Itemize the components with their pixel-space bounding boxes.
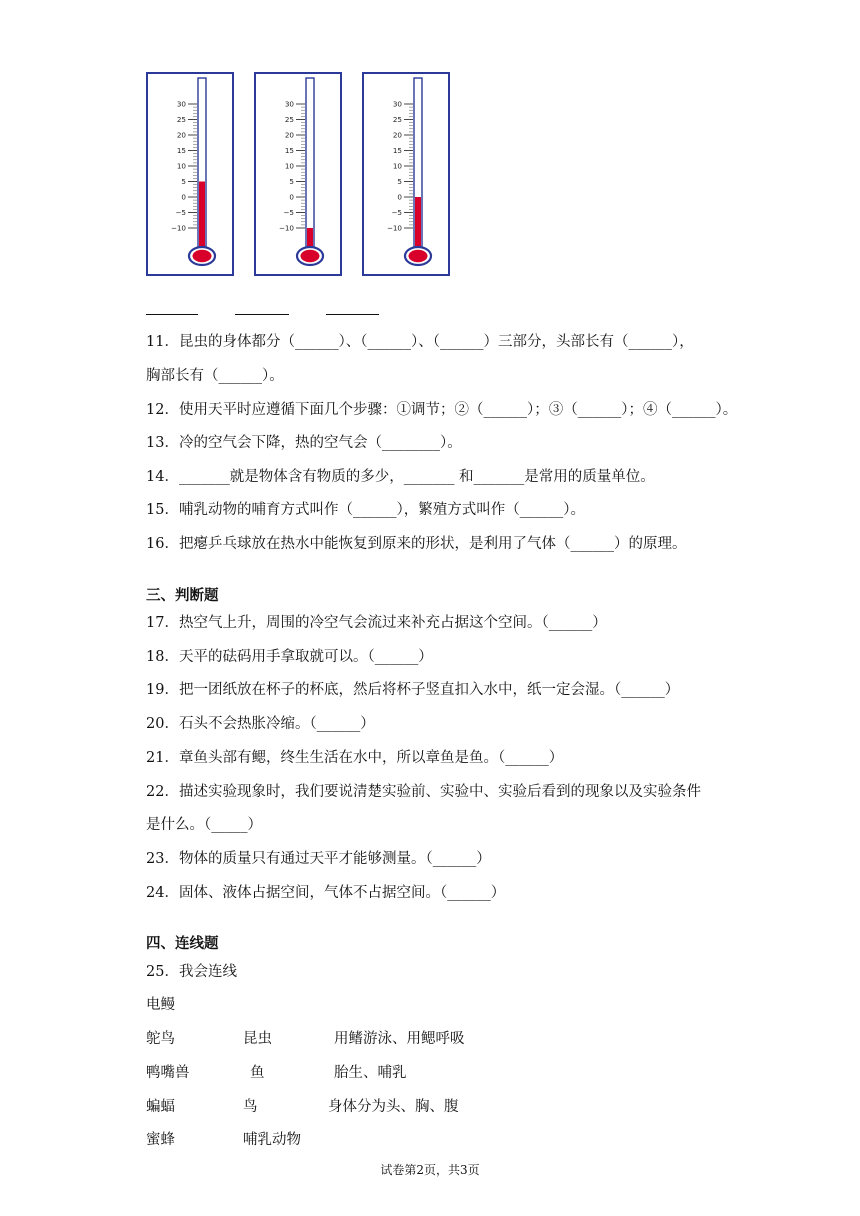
section-title-judgement: 三、判断题: [146, 587, 219, 604]
scale-label: 0: [289, 192, 294, 202]
scale-label: 15: [392, 146, 402, 155]
question-24: 24．固体、液体占据空间，气体不占据空间。（______）: [146, 885, 506, 901]
thermometer-3: [362, 72, 450, 276]
page-footer: 试卷第2页，共3页: [380, 1163, 480, 1177]
scale-label: 0: [397, 192, 402, 202]
match-feature-3: 身体分为头、胸、腹: [328, 1099, 459, 1115]
scale-label: 5: [289, 177, 294, 186]
answer-blank-2: [235, 314, 289, 315]
thermometer-figures: [146, 72, 466, 280]
scale-label: 15: [176, 146, 186, 155]
scale-label: −5: [391, 208, 402, 217]
scale-label: 20: [176, 130, 186, 140]
scale-label: 30: [176, 99, 186, 109]
scale-label: 25: [392, 115, 402, 124]
scale-label: 20: [284, 130, 294, 140]
scale-label: 10: [284, 161, 294, 171]
scale-label: 25: [176, 115, 186, 124]
question-25: 25．我会连线: [146, 964, 237, 980]
match-feature-1: 用鳍游泳、用鳃呼吸: [334, 1031, 465, 1047]
scale-label: −5: [175, 208, 186, 217]
scale-label: −5: [283, 208, 294, 217]
scale-label: 5: [397, 177, 402, 186]
question-14: 14．_______就是物体含有物质的多少，_______ 和_______是常用的质量单位。: [146, 469, 655, 485]
scale-label: 5: [181, 177, 186, 186]
thermometer-liquid: [199, 182, 205, 253]
match-category-2: 鱼: [250, 1065, 265, 1081]
question-18: 18．天平的砝码用手拿取就可以。（______）: [146, 649, 433, 665]
thermometer-1-drawing: [148, 74, 232, 274]
thermometer-2: [254, 72, 342, 276]
match-animal-3: 鸭嘴兽: [146, 1065, 190, 1081]
scale-label: −10: [386, 223, 402, 233]
question-20: 20．石头不会热胀冷缩。（______）: [146, 716, 375, 732]
question-16: 16．把瘪乒乓球放在热水中能恢复到原来的形状，是利用了气体（______）的原理。: [146, 536, 687, 552]
thermometer-2-drawing: [256, 74, 340, 274]
answer-blank-1: [146, 314, 198, 315]
question-23: 23．物体的质量只有通过天平才能够测量。（______）: [146, 851, 491, 867]
scale-label: 10: [176, 161, 186, 171]
thermometer-bulb: [193, 250, 212, 262]
question-12: 12．使用天平时应遵循下面几个步骤：①调节；②（______）；③（______）；④（______）。: [146, 402, 738, 418]
scale-label: 10: [392, 161, 402, 171]
scale-label: 30: [284, 99, 294, 109]
thermometer-3-drawing: [364, 74, 448, 274]
match-animal-5: 蜜蜂: [146, 1132, 175, 1148]
scale-label: 30: [392, 99, 402, 109]
match-animal-1: 电鳗: [146, 997, 175, 1013]
question-13: 13．冷的空气会下降，热的空气会（________）。: [146, 435, 462, 451]
scale-label: −10: [278, 223, 294, 233]
thermometer-1: [146, 72, 234, 276]
question-19: 19．把一团纸放在杯子的杯底，然后将杯子竖直扣入水中，纸一定会湿。（______）: [146, 682, 680, 698]
match-category-1: 昆虫: [243, 1031, 272, 1047]
thermometer-bulb: [409, 250, 428, 262]
question-15: 15．哺乳动物的哺育方式叫作（______），繁殖方式叫作（______）。: [146, 502, 585, 518]
match-category-3: 鸟: [243, 1099, 258, 1115]
scale-label: 20: [392, 130, 402, 140]
thermometer-liquid: [415, 197, 421, 252]
match-category-4: 哺乳动物: [243, 1132, 301, 1148]
question-17: 17．热空气上升，周围的冷空气会流过来补充占据这个空间。（______）: [146, 615, 607, 631]
scale-label: −10: [170, 223, 186, 233]
question-22-line-2: 是什么。（_____）: [146, 817, 262, 833]
thermometer-answer-blanks: [146, 300, 446, 320]
thermometer-bulb: [301, 250, 320, 262]
match-feature-2: 胎生、哺乳: [334, 1065, 407, 1081]
section-title-matching: 四、连线题: [146, 935, 219, 952]
scale-label: 25: [284, 115, 294, 124]
scale-label: 0: [181, 192, 186, 202]
scale-label: 15: [284, 146, 294, 155]
question-11-line-1: 11．昆虫的身体都分（______）、（______）、（______）三部分，头部长有（______），: [146, 334, 694, 350]
thermometer-tube: [306, 78, 314, 250]
match-animal-2: 鸵鸟: [146, 1031, 175, 1047]
match-animal-4: 蝙蝠: [146, 1099, 175, 1115]
answer-blank-3: [326, 314, 379, 315]
question-21: 21．章鱼头部有鳃，终生生活在水中，所以章鱼是鱼。（______）: [146, 750, 564, 766]
question-11-line-2: 胸部长有（______）。: [146, 368, 284, 384]
question-22-line-1: 22．描述实验现象时，我们要说清楚实验前、实验中、实验后看到的现象以及实验条件: [146, 784, 701, 800]
